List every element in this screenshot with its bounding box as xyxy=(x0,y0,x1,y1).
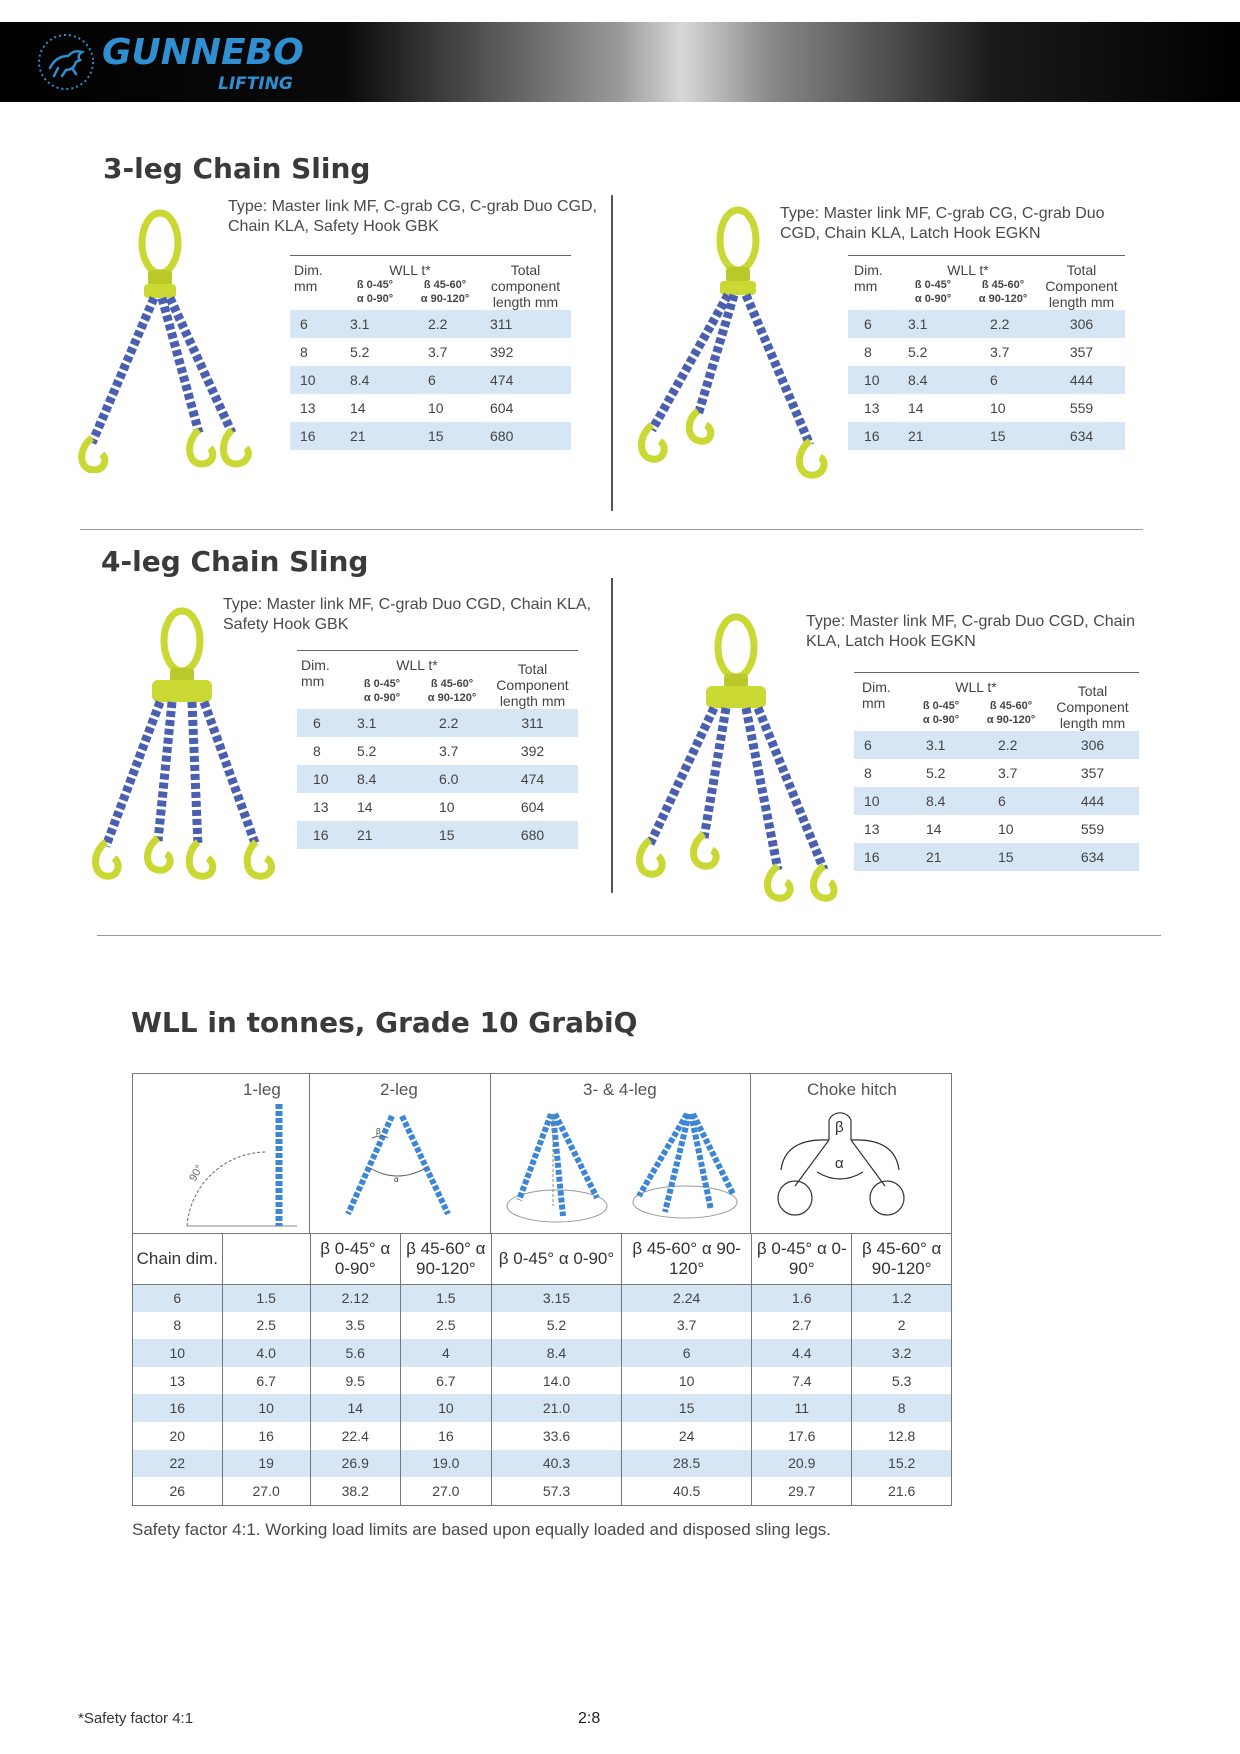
table-row: 13 14 10 604 xyxy=(313,799,545,815)
table-cell: 3.5 xyxy=(310,1312,400,1340)
table-row xyxy=(133,1422,951,1450)
table-cell: 6 xyxy=(622,1339,752,1367)
alpha-symbol: α xyxy=(394,1175,399,1184)
table-cell: 1.5 xyxy=(400,1284,491,1312)
alpha-range-1: α 0-90° xyxy=(922,714,960,726)
table-cell: 27.0 xyxy=(222,1477,310,1505)
one-leg-header xyxy=(222,1234,310,1284)
table-cell: 38.2 xyxy=(310,1477,400,1505)
four-leg-left-table xyxy=(297,650,578,849)
four-leg-right-type: Type: Master link MF, C-grab Duo CGD, Chain KLA, Latch Hook EGKN xyxy=(806,613,1135,650)
four-leg-right-table xyxy=(854,672,1139,871)
table-row: 13 14 10 604 xyxy=(300,400,514,416)
table-cell: 4 xyxy=(400,1339,491,1367)
table-cell: 3.2 xyxy=(852,1339,951,1367)
one-leg-diagram xyxy=(173,1102,303,1232)
three-leg-right-table xyxy=(848,255,1125,450)
table-cell: 10 xyxy=(222,1394,310,1422)
table-row: 6 3.1 2.2 311 xyxy=(290,310,571,338)
three-leg-right-type: Type: Master link MF, C-grab CG, C-grab Duo CGD, Chain KLA, Latch Hook EGKN xyxy=(780,205,1105,242)
beta-range-1: ß 0-45° xyxy=(363,678,401,690)
section-divider xyxy=(97,935,1161,936)
table-row: 6 3.1 2.2 306 xyxy=(848,310,1125,338)
table-cell: 22.4 xyxy=(310,1422,400,1450)
one-leg-label: 1-leg xyxy=(243,1080,281,1099)
three-leg-left-type: Type: Master link MF, C-grab CG, C-grab Duo CGD, Chain KLA, Safety Hook GBK xyxy=(228,198,597,235)
beta-range-1: ß 0-45° xyxy=(914,279,952,291)
table-cell: 15.2 xyxy=(852,1450,951,1478)
three-leg-sling-safety-hook-image xyxy=(74,208,274,473)
table-row: 10 8.4 6 444 xyxy=(854,787,1139,815)
alpha-range-2: α 90-120° xyxy=(978,293,1028,305)
table-cell: 16 xyxy=(400,1422,491,1450)
table-cell: 2.5 xyxy=(222,1312,310,1340)
table-cell: 1.6 xyxy=(752,1284,852,1312)
table-cell: 8 xyxy=(133,1312,222,1340)
table-row: 8 5.2 3.7 357 xyxy=(864,344,1094,360)
dim-header: Dim. mm xyxy=(854,673,906,732)
table-cell: 3.15 xyxy=(491,1284,621,1312)
table-cell: 3.7 xyxy=(622,1312,752,1340)
table-row: 13 14 10 559 xyxy=(864,821,1105,837)
choke-hitch-diagram xyxy=(773,1110,933,1230)
table-row: 10 8.4 6.0 474 xyxy=(297,765,578,793)
choke-angle-1-header: β 0-45° α 0-90° xyxy=(752,1234,852,1284)
table-cell: 1.2 xyxy=(852,1284,951,1312)
wll-header: WLL t* xyxy=(898,256,1038,279)
table-cell: 6 xyxy=(133,1284,222,1312)
chain-dim-header: Chain dim. xyxy=(133,1234,222,1284)
wll-values-table xyxy=(133,1234,951,1505)
table-row: 10 8.4 6 474 xyxy=(290,366,571,394)
table-cell: 19.0 xyxy=(400,1450,491,1478)
beta-range-2: ß 45-60° xyxy=(989,700,1033,712)
table-cell: 40.5 xyxy=(622,1477,752,1505)
table-row: 13 14 10 559 xyxy=(864,400,1094,416)
table-cell: 57.3 xyxy=(491,1477,621,1505)
table-cell: 2.5 xyxy=(400,1312,491,1340)
table-row: 16 21 15 680 xyxy=(290,422,571,450)
alpha-range-2: α 90-120° xyxy=(420,293,470,305)
brand-header xyxy=(0,22,1240,102)
table-cell: 26 xyxy=(133,1477,222,1505)
three-leg-left-table xyxy=(290,255,571,450)
choke-hitch-group xyxy=(751,1074,950,1233)
table-cell: 2.24 xyxy=(622,1284,752,1312)
dim-header: Dim. mm xyxy=(848,256,898,311)
table-cell: 5.6 xyxy=(310,1339,400,1367)
table-row xyxy=(133,1450,951,1478)
table-row xyxy=(133,1284,951,1312)
wll-title: WLL in tonnes, Grade 10 GrabiQ xyxy=(131,1006,638,1039)
beta-range-1: ß 0-45° xyxy=(922,700,960,712)
two-leg-label: 2-leg xyxy=(380,1080,418,1099)
table-cell: 29.7 xyxy=(752,1477,852,1505)
table-cell: 22 xyxy=(133,1450,222,1478)
table-cell: 21.0 xyxy=(491,1394,621,1422)
four-leg-sling-safety-hook-image xyxy=(86,606,296,886)
table-cell: 1.5 xyxy=(222,1284,310,1312)
two-leg-diagram xyxy=(340,1114,460,1224)
table-row xyxy=(133,1367,951,1395)
table-cell: 10 xyxy=(622,1367,752,1395)
alpha-range-1: α 0-90° xyxy=(914,293,952,305)
table-cell: 40.3 xyxy=(491,1450,621,1478)
angle-label: 90° xyxy=(187,1163,206,1184)
table-row: 16 21 15 634 xyxy=(854,843,1139,871)
table-row: 8 5.2 3.7 357 xyxy=(864,765,1105,781)
alpha-symbol: α xyxy=(835,1155,844,1172)
three-four-leg-group xyxy=(491,1074,751,1233)
alpha-range-1: α 0-90° xyxy=(363,692,401,704)
alpha-range-2: α 90-120° xyxy=(986,714,1036,726)
table-cell: 12.8 xyxy=(888,1427,916,1444)
table-cell: 5.2 xyxy=(491,1312,621,1340)
wll-header: WLL t* xyxy=(906,673,1046,697)
footer-safety-factor: *Safety factor 4:1 xyxy=(78,1710,194,1727)
dim-header: Dim. mm xyxy=(290,256,340,311)
table-row xyxy=(133,1312,951,1340)
choke-angle-2-header: β 45-60° α 90-120° xyxy=(852,1234,951,1284)
table-cell: 6.7 xyxy=(222,1367,310,1395)
beta-range-2: ß 45-60° xyxy=(423,279,467,291)
beta-symbol: β xyxy=(835,1119,844,1136)
table-cell: 15 xyxy=(622,1394,752,1422)
table-cell: 19 xyxy=(222,1450,310,1478)
section-divider xyxy=(80,529,1143,530)
four-leg-left-type: Type: Master link MF, C-grab Duo CGD, Chain KLA, Safety Hook GBK xyxy=(223,596,592,633)
safety-note: Safety factor 4:1. Working load limits are based upon equally loaded and disposed sling legs. xyxy=(132,1520,832,1539)
two-leg-angle-2-header: β 45-60° α 90-120° xyxy=(400,1234,491,1284)
table-cell: 4.4 xyxy=(752,1339,852,1367)
multi-leg-angle-1-header: β 0-45° α 0-90° xyxy=(491,1234,621,1284)
table-cell: 14 xyxy=(310,1394,400,1422)
three-four-leg-label: 3- & 4-leg xyxy=(583,1080,657,1099)
alpha-range-1: α 0-90° xyxy=(356,293,394,305)
table-cell: 4.0 xyxy=(222,1339,310,1367)
table-cell: 24 xyxy=(622,1422,752,1450)
beta-range-1: ß 0-45° xyxy=(356,279,394,291)
table-row xyxy=(133,1477,951,1505)
table-row: 6 3.1 2.2 306 xyxy=(854,731,1139,759)
table-cell: 21.6 xyxy=(888,1482,916,1499)
four-leg-sling-latch-hook-image xyxy=(628,612,838,902)
two-leg-angle-1-header: β 0-45° α 0-90° xyxy=(310,1234,400,1284)
four-leg-title: 4-leg Chain Sling xyxy=(101,545,369,578)
table-cell: 9.5 xyxy=(310,1367,400,1395)
beta-range-2: ß 45-60° xyxy=(430,678,474,690)
three-four-leg-diagram xyxy=(505,1112,745,1230)
three-leg-title: 3-leg Chain Sling xyxy=(103,152,371,185)
total-length-header: Total Component length mm xyxy=(1046,673,1139,732)
alpha-range-2: α 90-120° xyxy=(427,692,477,704)
beta-range-2: ß 45-60° xyxy=(981,279,1025,291)
table-cell: 16 xyxy=(133,1394,222,1422)
table-row: 6 3.1 2.2 311 xyxy=(297,709,578,737)
table-row xyxy=(133,1339,951,1367)
table-row: 8 5.2 3.7 392 xyxy=(300,344,514,360)
table-cell: 7.4 xyxy=(752,1367,852,1395)
table-cell: 14.0 xyxy=(491,1367,621,1395)
table-cell: 2 xyxy=(897,1317,906,1334)
table-cell: 10 xyxy=(133,1339,222,1367)
two-leg-group xyxy=(310,1074,491,1233)
wll-header: WLL t* xyxy=(347,651,487,675)
table-cell: 10 xyxy=(400,1394,491,1422)
table-row: 16 21 15 680 xyxy=(297,821,578,849)
table-cell: 16 xyxy=(222,1422,310,1450)
wll-header: WLL t* xyxy=(340,256,480,279)
wll-diagram-row xyxy=(133,1074,951,1234)
brand-name: GUNNEBO xyxy=(102,32,304,73)
three-leg-sling-latch-hook-image xyxy=(630,205,840,480)
horse-logo-icon xyxy=(36,32,96,92)
brand-sub: LIFTING xyxy=(218,74,293,94)
column-divider xyxy=(611,578,613,893)
beta-symbol: β xyxy=(376,1127,381,1136)
table-cell: 20.9 xyxy=(752,1450,852,1478)
table-row: 16 21 15 634 xyxy=(848,422,1125,450)
table-row: 10 8.4 6 444 xyxy=(848,366,1125,394)
table-cell: 27.0 xyxy=(400,1477,491,1505)
table-cell: 20 xyxy=(133,1422,222,1450)
column-divider xyxy=(611,195,613,511)
table-cell: 6.7 xyxy=(400,1367,491,1395)
choke-hitch-label: Choke hitch xyxy=(807,1080,897,1099)
table-cell: 13 xyxy=(133,1367,222,1395)
table-cell: 2.7 xyxy=(752,1312,852,1340)
table-cell: 33.6 xyxy=(491,1422,621,1450)
table-cell: 11 xyxy=(752,1394,852,1422)
dim-header: Dim. mm xyxy=(297,651,347,710)
total-length-header: Total Component length mm xyxy=(487,651,578,710)
table-cell: 2.12 xyxy=(310,1284,400,1312)
total-length-header: Total Component length mm xyxy=(1038,256,1125,311)
table-cell: 5.3 xyxy=(891,1372,912,1389)
table-cell: 17.6 xyxy=(752,1422,852,1450)
total-length-header: Total component length mm xyxy=(480,256,571,311)
wll-table xyxy=(132,1073,952,1506)
page-number: 2:8 xyxy=(578,1710,601,1727)
table-cell: 8 xyxy=(852,1394,951,1422)
multi-leg-angle-2-header: β 45-60° α 90-120° xyxy=(622,1234,752,1284)
table-cell: 26.9 xyxy=(310,1450,400,1478)
one-leg-group xyxy=(133,1074,310,1233)
table-cell: 28.5 xyxy=(622,1450,752,1478)
table-row: 8 5.2 3.7 392 xyxy=(313,743,545,759)
table-cell: 8.4 xyxy=(491,1339,621,1367)
table-row xyxy=(133,1394,951,1422)
